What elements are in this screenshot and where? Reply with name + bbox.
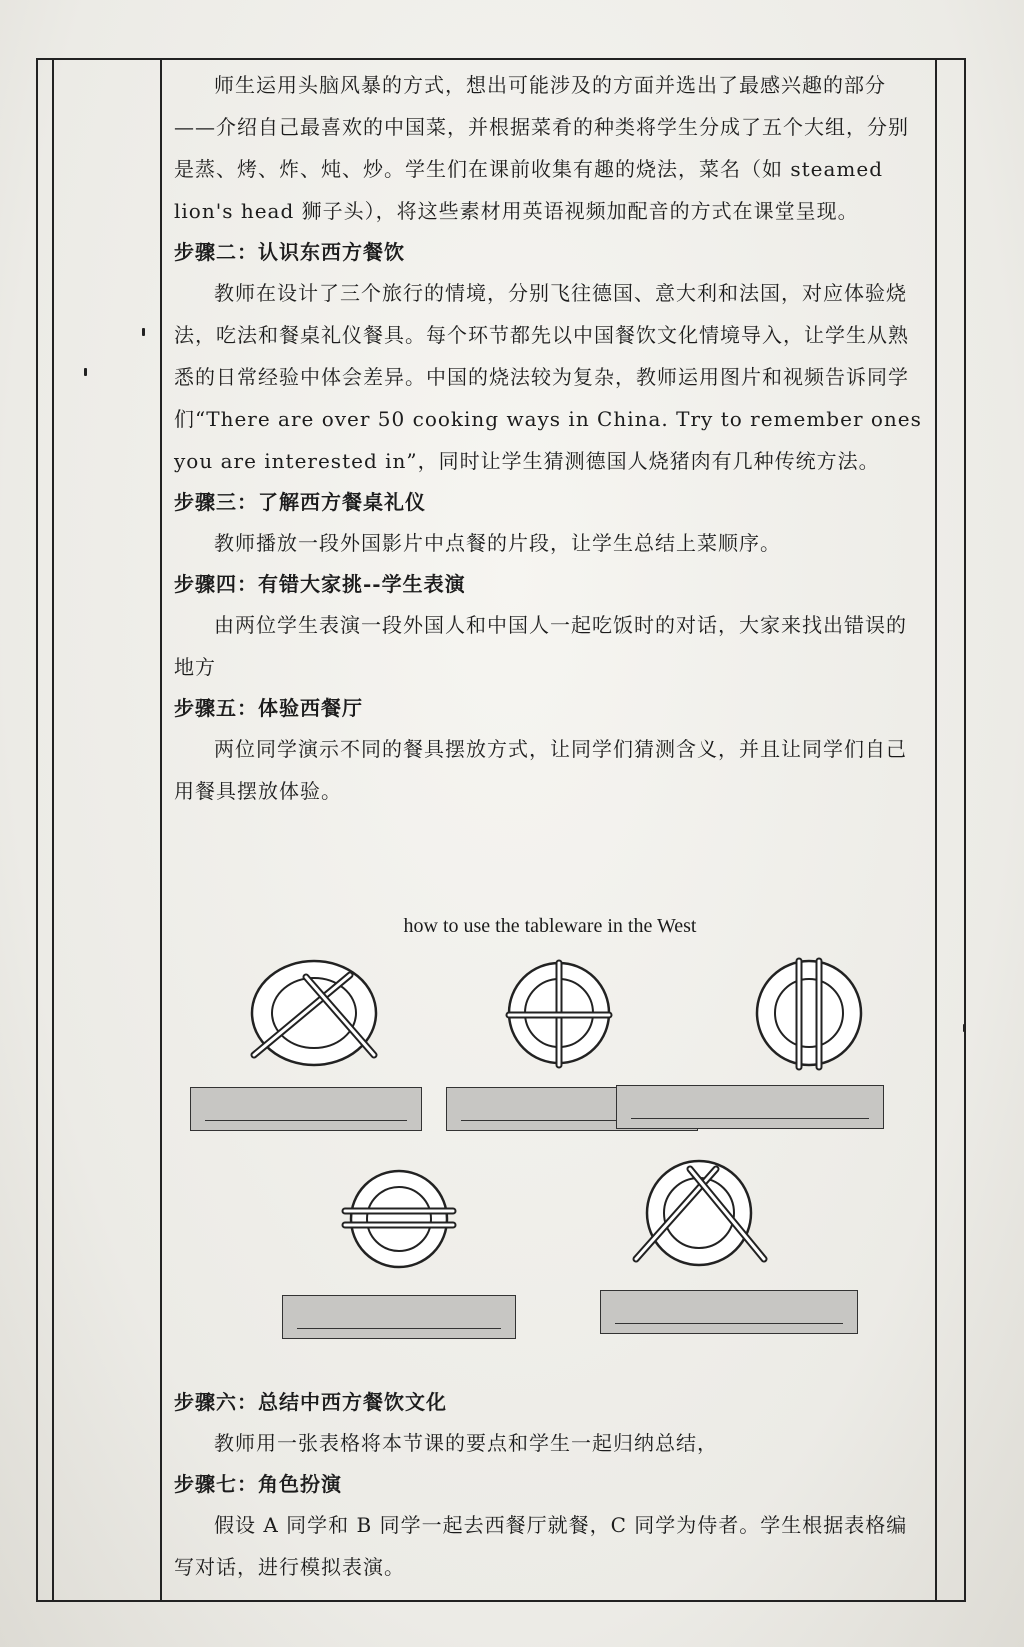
figure-title: how to use the tableware in the West <box>403 915 697 937</box>
plate-horizontal-icon <box>339 1165 459 1275</box>
tableware-figure <box>174 905 926 1365</box>
step3-paragraph: 教师播放一段外国影片中点餐的片段，让学生总结上菜顺序。 <box>214 531 781 555</box>
answer-box[interactable] <box>282 1295 516 1339</box>
answer-box[interactable] <box>616 1085 884 1129</box>
table-column-divider <box>52 58 54 1600</box>
table-column-divider <box>935 58 937 1600</box>
plate-plus-icon <box>499 955 619 1075</box>
plate-parallel-icon <box>744 955 874 1075</box>
step7-heading: 步骤七：角色扮演 <box>174 1472 342 1496</box>
stray-mark <box>142 328 145 336</box>
step5-paragraph: 两位同学演示不同的餐具摆放方式，让同学们猜测含义，并且让同学们自己用餐具摆放体验。 <box>174 737 907 803</box>
table-column-divider <box>160 58 162 1600</box>
step3-heading: 步骤三：了解西方餐桌礼仪 <box>174 490 426 514</box>
stray-mark <box>84 368 87 376</box>
lesson-content <box>174 64 926 812</box>
step2-paragraph: 教师在设计了三个旅行的情境，分别飞往德国、意大利和法国，对应体验烧法，吃法和餐桌礼仪餐具。每个环节都先以中国餐饮文化情境导入，让学生从熟悉的日常经验中体会差异。中国的烧法较为复杂，教师运用图片和视频告诉同学们“There are over 50 cooking ways in China. Try to remember ones you are interested in”，同时让学生猜测德国人烧猪肉有几种传统方法。 <box>174 281 922 473</box>
intro-paragraph: 师生运用头脑风暴的方式，想出可能涉及的方面并选出了最感兴趣的部分——介绍自己最喜欢的中国菜，并根据菜肴的种类将学生分成了五个大组，分别是蒸、烤、炸、炖、炒。学生们在课前收集有趣的烧法，菜名（如 steamed lion's head 狮子头），将这些素材用英语视频加配音的方式在课堂呈现。 <box>174 73 909 223</box>
step6-paragraph: 教师用一张表格将本节课的要点和学生一起归纳总结， <box>214 1431 718 1455</box>
step2-heading: 步骤二：认识东西方餐饮 <box>174 240 405 264</box>
stray-mark <box>963 1024 966 1032</box>
answer-box[interactable] <box>190 1087 422 1131</box>
answer-box[interactable] <box>600 1290 858 1334</box>
step6-heading: 步骤六：总结中西方餐饮文化 <box>174 1390 447 1414</box>
lesson-content-continued <box>174 1382 926 1588</box>
step4-heading: 步骤四：有错大家挑--学生表演 <box>174 572 466 596</box>
step7-paragraph: 假设 A 同学和 B 同学一起去西餐厅就餐，C 同学为侍者。学生根据表格编写对话，进行模拟表演。 <box>174 1513 908 1579</box>
step5-heading: 步骤五：体验西餐厅 <box>174 696 363 720</box>
step4-paragraph: 由两位学生表演一段外国人和中国人一起吃饭时的对话，大家来找出错误的地方 <box>174 613 907 679</box>
plate-crossed-icon <box>624 1155 774 1275</box>
plate-crossed-icon <box>234 955 394 1075</box>
